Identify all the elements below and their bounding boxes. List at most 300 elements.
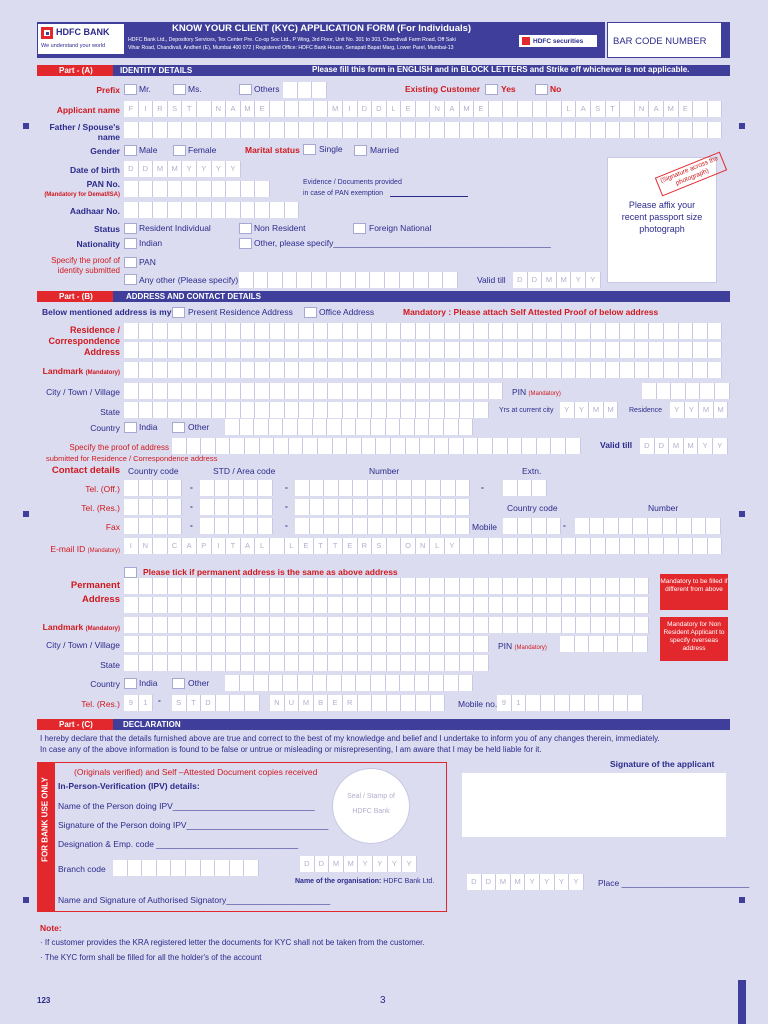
- char-box[interactable]: [679, 122, 694, 138]
- char-box[interactable]: [216, 438, 231, 454]
- residence-line-1[interactable]: [124, 323, 722, 339]
- char-box[interactable]: [339, 480, 354, 496]
- char-box[interactable]: [692, 518, 707, 534]
- char-box[interactable]: [182, 383, 197, 399]
- char-box[interactable]: [570, 695, 585, 711]
- char-box[interactable]: [270, 617, 285, 633]
- char-box[interactable]: [328, 342, 343, 358]
- status-nonresident-checkbox[interactable]: [239, 223, 252, 234]
- char-box[interactable]: [555, 695, 570, 711]
- prefix-mr-checkbox[interactable]: [124, 84, 137, 95]
- char-box[interactable]: [182, 402, 197, 418]
- char-box[interactable]: M: [557, 272, 572, 288]
- char-box[interactable]: [328, 655, 343, 671]
- char-box[interactable]: [327, 419, 342, 435]
- char-box[interactable]: [153, 578, 168, 594]
- char-box[interactable]: [456, 499, 471, 515]
- char-box[interactable]: [113, 860, 128, 876]
- char-box[interactable]: [562, 362, 577, 378]
- char-box[interactable]: [139, 202, 154, 218]
- char-box[interactable]: [562, 597, 577, 613]
- char-box[interactable]: S: [591, 101, 606, 117]
- char-box[interactable]: [328, 362, 343, 378]
- char-box[interactable]: [270, 202, 285, 218]
- char-box[interactable]: [693, 342, 708, 358]
- char-box[interactable]: [343, 402, 358, 418]
- char-box[interactable]: [212, 323, 227, 339]
- char-box[interactable]: [576, 342, 591, 358]
- tel-res-country[interactable]: [124, 499, 182, 515]
- char-box[interactable]: I: [124, 538, 139, 554]
- char-box[interactable]: O: [401, 538, 416, 554]
- char-box[interactable]: Y: [402, 856, 417, 872]
- char-box[interactable]: [270, 101, 285, 117]
- char-box[interactable]: [391, 438, 406, 454]
- char-box[interactable]: [343, 122, 358, 138]
- char-box[interactable]: [489, 617, 504, 633]
- char-box[interactable]: [270, 342, 285, 358]
- char-box[interactable]: [255, 636, 270, 652]
- char-box[interactable]: [562, 617, 577, 633]
- char-box[interactable]: [245, 438, 260, 454]
- char-box[interactable]: [533, 101, 548, 117]
- char-box[interactable]: [124, 518, 139, 534]
- char-box[interactable]: [285, 617, 300, 633]
- char-box[interactable]: [533, 362, 548, 378]
- prefix-others-field[interactable]: [283, 82, 335, 98]
- char-box[interactable]: [635, 597, 650, 613]
- char-box[interactable]: [503, 323, 518, 339]
- char-box[interactable]: I: [139, 101, 154, 117]
- proof-address-field[interactable]: [172, 438, 581, 454]
- char-box[interactable]: [503, 122, 518, 138]
- char-box[interactable]: N: [270, 695, 285, 711]
- char-box[interactable]: [489, 383, 504, 399]
- char-box[interactable]: [426, 518, 441, 534]
- char-box[interactable]: [474, 636, 489, 652]
- char-box[interactable]: [620, 362, 635, 378]
- nationality-other-checkbox[interactable]: [239, 238, 252, 249]
- mobile-number[interactable]: [575, 518, 721, 534]
- char-box[interactable]: [295, 499, 310, 515]
- char-box[interactable]: [139, 362, 154, 378]
- char-box[interactable]: [341, 272, 356, 288]
- char-box[interactable]: [562, 578, 577, 594]
- char-box[interactable]: [503, 101, 518, 117]
- char-box[interactable]: [489, 362, 504, 378]
- char-box[interactable]: [416, 101, 431, 117]
- char-box[interactable]: D: [640, 438, 655, 454]
- char-box[interactable]: [197, 655, 212, 671]
- char-box[interactable]: [430, 617, 445, 633]
- char-box[interactable]: [299, 597, 314, 613]
- char-box[interactable]: [328, 597, 343, 613]
- char-box[interactable]: [708, 342, 723, 358]
- gender-female-checkbox[interactable]: [173, 145, 186, 156]
- char-box[interactable]: [416, 695, 431, 711]
- char-box[interactable]: [416, 402, 431, 418]
- char-box[interactable]: 9: [124, 695, 139, 711]
- char-box[interactable]: [604, 636, 619, 652]
- char-box[interactable]: [212, 655, 227, 671]
- char-box[interactable]: [533, 597, 548, 613]
- char-box[interactable]: [679, 362, 694, 378]
- char-box[interactable]: [299, 101, 314, 117]
- fax-std[interactable]: [200, 518, 273, 534]
- char-box[interactable]: [416, 655, 431, 671]
- char-box[interactable]: [314, 617, 329, 633]
- char-box[interactable]: A: [576, 101, 591, 117]
- char-box[interactable]: [270, 323, 285, 339]
- char-box[interactable]: [314, 578, 329, 594]
- char-box[interactable]: [387, 342, 402, 358]
- char-box[interactable]: [298, 419, 313, 435]
- char-box[interactable]: [430, 655, 445, 671]
- char-box[interactable]: [526, 695, 541, 711]
- char-box[interactable]: R: [343, 695, 358, 711]
- char-box[interactable]: [591, 578, 606, 594]
- char-box[interactable]: [416, 383, 431, 399]
- char-box[interactable]: [285, 597, 300, 613]
- char-box[interactable]: [489, 323, 504, 339]
- char-box[interactable]: [562, 538, 577, 554]
- char-box[interactable]: [371, 675, 386, 691]
- char-box[interactable]: [168, 617, 183, 633]
- char-box[interactable]: [153, 655, 168, 671]
- char-box[interactable]: [182, 323, 197, 339]
- char-box[interactable]: [255, 323, 270, 339]
- char-box[interactable]: S: [168, 101, 183, 117]
- char-box[interactable]: [445, 383, 460, 399]
- char-box[interactable]: [124, 597, 139, 613]
- char-box[interactable]: T: [226, 538, 241, 554]
- char-box[interactable]: [153, 181, 168, 197]
- char-box[interactable]: [591, 323, 606, 339]
- char-box[interactable]: [255, 617, 270, 633]
- char-box[interactable]: [197, 383, 212, 399]
- char-box[interactable]: Y: [586, 272, 601, 288]
- char-box[interactable]: [547, 578, 562, 594]
- char-box[interactable]: [649, 323, 664, 339]
- mobile-country[interactable]: [503, 518, 561, 534]
- char-box[interactable]: D: [372, 101, 387, 117]
- char-box[interactable]: [285, 362, 300, 378]
- char-box[interactable]: M: [168, 161, 183, 177]
- char-box[interactable]: R: [153, 101, 168, 117]
- char-box[interactable]: Y: [713, 438, 728, 454]
- char-box[interactable]: [385, 272, 400, 288]
- char-box[interactable]: [269, 419, 284, 435]
- char-box[interactable]: [708, 362, 723, 378]
- char-box[interactable]: S: [372, 538, 387, 554]
- char-box[interactable]: [212, 617, 227, 633]
- char-box[interactable]: [182, 342, 197, 358]
- tel-off-number[interactable]: [295, 480, 470, 496]
- char-box[interactable]: [215, 860, 230, 876]
- char-box[interactable]: [708, 101, 723, 117]
- char-box[interactable]: [182, 362, 197, 378]
- char-box[interactable]: [575, 518, 590, 534]
- char-box[interactable]: [168, 323, 183, 339]
- char-box[interactable]: [387, 538, 402, 554]
- char-box[interactable]: [533, 617, 548, 633]
- char-box[interactable]: [474, 342, 489, 358]
- char-box[interactable]: M: [542, 272, 557, 288]
- char-box[interactable]: [201, 438, 216, 454]
- permanent-line-1[interactable]: [124, 578, 649, 594]
- prefix-ms-checkbox[interactable]: [173, 84, 186, 95]
- char-box[interactable]: M: [299, 695, 314, 711]
- char-box[interactable]: [310, 499, 325, 515]
- char-box[interactable]: N: [139, 538, 154, 554]
- char-box[interactable]: [358, 578, 373, 594]
- char-box[interactable]: [444, 419, 459, 435]
- char-box[interactable]: [533, 342, 548, 358]
- char-box[interactable]: [168, 202, 183, 218]
- char-box[interactable]: [353, 480, 368, 496]
- char-box[interactable]: [576, 617, 591, 633]
- char-box[interactable]: T: [314, 538, 329, 554]
- char-box[interactable]: D: [139, 161, 154, 177]
- char-box[interactable]: B: [314, 695, 329, 711]
- char-box[interactable]: [229, 480, 244, 496]
- char-box[interactable]: [255, 578, 270, 594]
- char-box[interactable]: [474, 597, 489, 613]
- char-box[interactable]: [226, 578, 241, 594]
- char-box[interactable]: [239, 272, 254, 288]
- char-box[interactable]: L: [562, 101, 577, 117]
- char-box[interactable]: [576, 362, 591, 378]
- char-box[interactable]: [503, 342, 518, 358]
- char-box[interactable]: [522, 438, 537, 454]
- char-box[interactable]: [541, 695, 556, 711]
- char-box[interactable]: L: [387, 101, 402, 117]
- char-box[interactable]: [241, 655, 256, 671]
- char-box[interactable]: [168, 402, 183, 418]
- char-box[interactable]: [270, 122, 285, 138]
- char-box[interactable]: [358, 617, 373, 633]
- char-box[interactable]: Y: [571, 272, 586, 288]
- char-box[interactable]: [328, 323, 343, 339]
- permanent-landmark-field[interactable]: [124, 617, 649, 633]
- char-box[interactable]: [353, 499, 368, 515]
- char-box[interactable]: [585, 695, 600, 711]
- char-box[interactable]: [153, 362, 168, 378]
- char-box[interactable]: [679, 323, 694, 339]
- char-box[interactable]: [401, 597, 416, 613]
- char-box[interactable]: D: [124, 161, 139, 177]
- char-box[interactable]: [489, 101, 504, 117]
- char-box[interactable]: M: [589, 402, 604, 418]
- pin-field[interactable]: [642, 383, 730, 399]
- char-box[interactable]: [182, 636, 197, 652]
- char-box[interactable]: [635, 362, 650, 378]
- fax-country[interactable]: [124, 518, 182, 534]
- char-box[interactable]: S: [172, 695, 187, 711]
- char-box[interactable]: L: [430, 538, 445, 554]
- char-box[interactable]: [230, 860, 245, 876]
- char-box[interactable]: [295, 518, 310, 534]
- char-box[interactable]: E: [474, 101, 489, 117]
- char-box[interactable]: [547, 538, 562, 554]
- char-box[interactable]: [459, 675, 474, 691]
- char-box[interactable]: [372, 362, 387, 378]
- char-box[interactable]: [493, 438, 508, 454]
- char-box[interactable]: [343, 617, 358, 633]
- char-box[interactable]: [693, 101, 708, 117]
- char-box[interactable]: [430, 122, 445, 138]
- char-box[interactable]: [353, 518, 368, 534]
- char-box[interactable]: [124, 323, 139, 339]
- char-box[interactable]: [356, 419, 371, 435]
- char-box[interactable]: [620, 101, 635, 117]
- char-box[interactable]: [289, 438, 304, 454]
- char-box[interactable]: [255, 202, 270, 218]
- char-box[interactable]: [387, 122, 402, 138]
- char-box[interactable]: [124, 636, 139, 652]
- char-box[interactable]: [153, 518, 168, 534]
- char-box[interactable]: [606, 362, 621, 378]
- char-box[interactable]: A: [182, 538, 197, 554]
- char-box[interactable]: [649, 342, 664, 358]
- tel-off-std[interactable]: [200, 480, 273, 496]
- char-box[interactable]: [295, 480, 310, 496]
- char-box[interactable]: [226, 342, 241, 358]
- existing-no-checkbox[interactable]: [535, 84, 548, 95]
- char-box[interactable]: [245, 695, 260, 711]
- char-box[interactable]: [168, 362, 183, 378]
- char-box[interactable]: [299, 323, 314, 339]
- char-box[interactable]: [139, 636, 154, 652]
- char-box[interactable]: [401, 402, 416, 418]
- char-box[interactable]: [343, 342, 358, 358]
- char-box[interactable]: [197, 122, 212, 138]
- char-box[interactable]: [343, 362, 358, 378]
- char-box[interactable]: [168, 655, 183, 671]
- char-box[interactable]: [387, 362, 402, 378]
- char-box[interactable]: [620, 323, 635, 339]
- char-box[interactable]: [372, 578, 387, 594]
- char-box[interactable]: [328, 122, 343, 138]
- char-box[interactable]: [358, 597, 373, 613]
- char-box[interactable]: [533, 578, 548, 594]
- char-box[interactable]: [387, 597, 402, 613]
- char-box[interactable]: [124, 122, 139, 138]
- char-box[interactable]: [460, 402, 475, 418]
- char-box[interactable]: [254, 272, 269, 288]
- char-box[interactable]: [153, 383, 168, 399]
- char-box[interactable]: [401, 323, 416, 339]
- char-box[interactable]: [212, 122, 227, 138]
- char-box[interactable]: A: [445, 101, 460, 117]
- char-box[interactable]: [416, 323, 431, 339]
- char-box[interactable]: [372, 122, 387, 138]
- char-box[interactable]: [343, 655, 358, 671]
- char-box[interactable]: [518, 101, 533, 117]
- char-box[interactable]: [314, 655, 329, 671]
- char-box[interactable]: Y: [525, 874, 540, 890]
- char-box[interactable]: D: [513, 272, 528, 288]
- char-box[interactable]: [415, 675, 430, 691]
- char-box[interactable]: T: [187, 695, 202, 711]
- char-box[interactable]: [187, 438, 202, 454]
- char-box[interactable]: [297, 272, 312, 288]
- char-box[interactable]: [212, 578, 227, 594]
- char-box[interactable]: [456, 518, 471, 534]
- char-box[interactable]: [649, 538, 664, 554]
- char-box[interactable]: [401, 578, 416, 594]
- char-box[interactable]: Y: [698, 438, 713, 454]
- char-box[interactable]: [200, 518, 215, 534]
- char-box[interactable]: M: [344, 856, 359, 872]
- char-box[interactable]: [620, 342, 635, 358]
- char-box[interactable]: M: [511, 874, 526, 890]
- char-box[interactable]: [474, 538, 489, 554]
- char-box[interactable]: [693, 323, 708, 339]
- char-box[interactable]: [328, 578, 343, 594]
- char-box[interactable]: [226, 122, 241, 138]
- char-box[interactable]: [460, 655, 475, 671]
- state-field[interactable]: [124, 402, 489, 418]
- char-box[interactable]: [642, 383, 657, 399]
- char-box[interactable]: E: [299, 538, 314, 554]
- char-box[interactable]: [139, 342, 154, 358]
- char-box[interactable]: [285, 383, 300, 399]
- char-box[interactable]: [339, 499, 354, 515]
- char-box[interactable]: [327, 675, 342, 691]
- char-box[interactable]: [342, 675, 357, 691]
- char-box[interactable]: I: [343, 101, 358, 117]
- char-box[interactable]: [387, 323, 402, 339]
- char-box[interactable]: [604, 518, 619, 534]
- char-box[interactable]: [420, 438, 435, 454]
- char-box[interactable]: [216, 695, 231, 711]
- char-box[interactable]: M: [496, 874, 511, 890]
- char-box[interactable]: R: [358, 538, 373, 554]
- aadhaar-field[interactable]: [124, 202, 299, 218]
- char-box[interactable]: [619, 518, 634, 534]
- fax-number[interactable]: [295, 518, 470, 534]
- char-box[interactable]: [460, 323, 475, 339]
- char-box[interactable]: [182, 655, 197, 671]
- char-box[interactable]: [412, 480, 427, 496]
- char-box[interactable]: N: [416, 538, 431, 554]
- permanent-line-2[interactable]: [124, 597, 649, 613]
- char-box[interactable]: [283, 419, 298, 435]
- char-box[interactable]: [244, 499, 259, 515]
- char-box[interactable]: [606, 323, 621, 339]
- char-box[interactable]: [255, 122, 270, 138]
- char-box[interactable]: [153, 342, 168, 358]
- char-box[interactable]: [197, 617, 212, 633]
- char-box[interactable]: [518, 538, 533, 554]
- char-box[interactable]: [518, 480, 533, 496]
- char-box[interactable]: [124, 202, 139, 218]
- email-field[interactable]: [124, 538, 722, 554]
- char-box[interactable]: [706, 518, 721, 534]
- char-box[interactable]: [241, 617, 256, 633]
- char-box[interactable]: L: [285, 538, 300, 554]
- char-box[interactable]: Y: [540, 874, 555, 890]
- char-box[interactable]: [343, 383, 358, 399]
- char-box[interactable]: [168, 480, 183, 496]
- gender-male-checkbox[interactable]: [124, 145, 137, 156]
- char-box[interactable]: I: [212, 538, 227, 554]
- char-box[interactable]: [449, 438, 464, 454]
- char-box[interactable]: D: [482, 874, 497, 890]
- char-box[interactable]: [226, 202, 241, 218]
- char-box[interactable]: [226, 617, 241, 633]
